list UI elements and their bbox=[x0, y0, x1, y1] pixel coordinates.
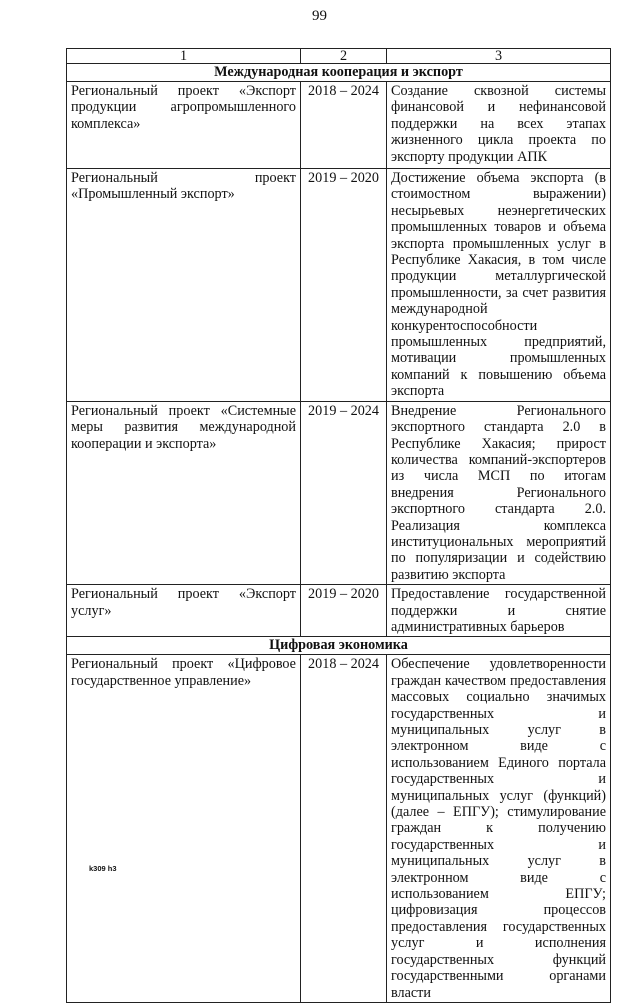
section-title: Цифровая экономика bbox=[67, 637, 611, 655]
project-result: Достижение объема экспорта (в стоимостном выражении) несырьевых неэнергетических промышленных товаров и объема экспорта промышленных услуг в Республике Хакасия, в том числе продукции металлургической промышленности, за счет развития международной конкурентоспособности промышленных предприятий, мотивации промышленных компаний к повышению объема экспорта bbox=[387, 169, 611, 402]
table-row bbox=[67, 169, 611, 402]
table-row bbox=[67, 401, 611, 584]
project-result: Обеспечение удовлетворенности граждан качеством предоставления массовых социально значимых государственных и муниципальных услуг в электронном виде с использованием Единого портала государственных и муниципальных услуг (функций) (далее – ЕПГУ); стимулирование граждан к получению государственных и муниципальных услуг в электронном виде с использованием ЕПГУ; цифровизация процессов предоставления государственных услуг и исполнения государственных функций государственными органами власти bbox=[387, 655, 611, 1003]
project-name: Региональный проект «Цифровое государственное управление» bbox=[67, 655, 301, 1003]
section-row-digital bbox=[67, 637, 611, 655]
project-result: Предоставление государственной поддержки и снятие административных барьеров bbox=[387, 585, 611, 637]
page-number: 99 bbox=[312, 8, 327, 24]
project-period: 2018 – 2024 bbox=[301, 655, 387, 1003]
project-result: Внедрение Регионального экспортного стандарта 2.0 в Республике Хакасия; прирост количества компаний-экспортеров из числа МСП по итогам внедрения Регионального экспортного стандарта 2.0. Реализация комплекса институциональных мероприятий по популяризации и содействию развитию экспорта bbox=[387, 401, 611, 584]
project-period: 2019 – 2024 bbox=[301, 401, 387, 584]
column-header-3: 3 bbox=[387, 49, 611, 64]
table-row bbox=[67, 655, 611, 1003]
table-row bbox=[67, 585, 611, 637]
column-header-2: 2 bbox=[301, 49, 387, 64]
document-code: k309 h3 bbox=[89, 864, 117, 873]
project-result: Создание сквозной системы финансовой и нефинансовой поддержки на всех этапах жизненного цикла проекта по экспорту продукции АПК bbox=[387, 82, 611, 169]
project-name: Региональный проект «Промышленный экспорт» bbox=[67, 169, 301, 402]
column-header-1: 1 bbox=[67, 49, 301, 64]
project-period: 2019 – 2020 bbox=[301, 585, 387, 637]
header-row bbox=[67, 49, 611, 64]
project-name: Региональный проект «Экспорт услуг» bbox=[67, 585, 301, 637]
section-row-export bbox=[67, 64, 611, 82]
project-period: 2019 – 2020 bbox=[301, 169, 387, 402]
project-period: 2018 – 2024 bbox=[301, 82, 387, 169]
section-title: Международная кооперация и экспорт bbox=[67, 64, 611, 82]
table-row bbox=[67, 82, 611, 169]
projects-table bbox=[66, 48, 611, 1003]
project-name: Региональный проект «Экспорт продукции агропромышленного комплекса» bbox=[67, 82, 301, 169]
project-name: Региональный проект «Системные меры развития международной кооперации и экспорта» bbox=[67, 401, 301, 584]
